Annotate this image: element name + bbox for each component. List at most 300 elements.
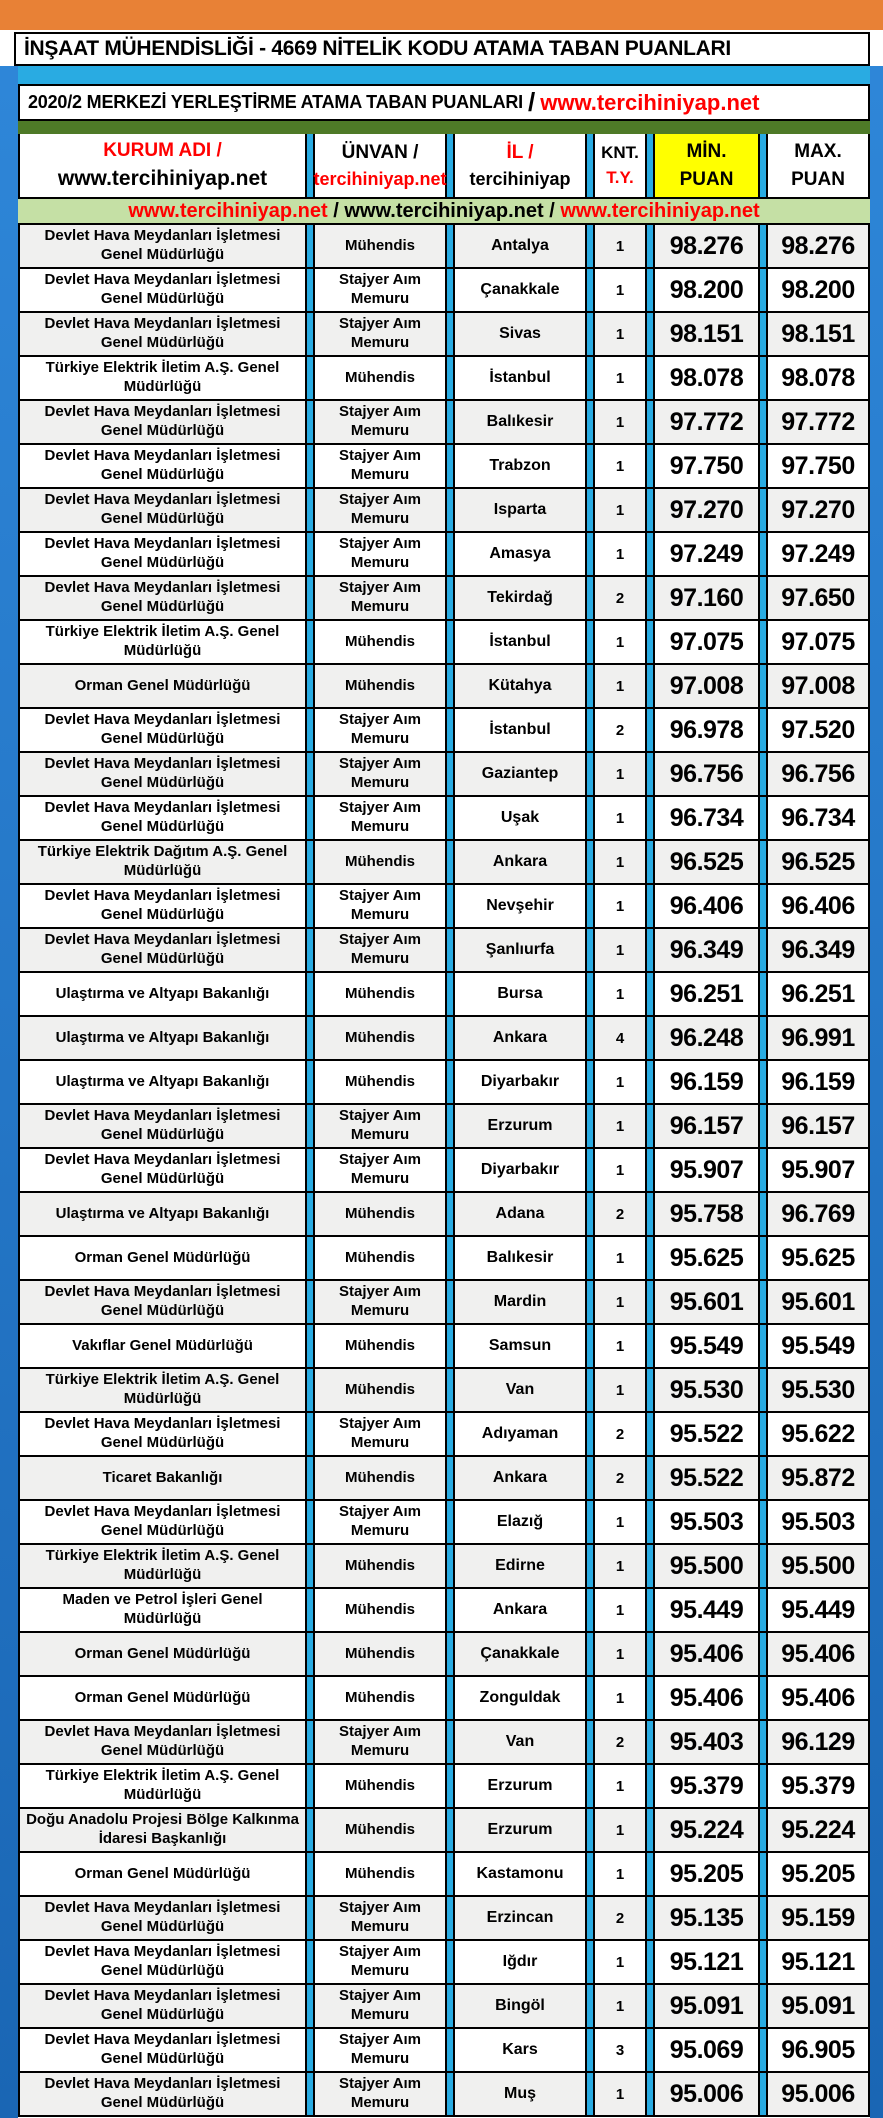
institution-cell: Türkiye Elektrik İletim A.Ş. Genel Müdürlüğü [18,1369,307,1411]
quota-cell: 1 [593,357,647,399]
quota-cell: 1 [593,885,647,927]
min-score-cell: 97.249 [653,533,760,575]
province-cell: Erzincan [453,1897,587,1939]
title-cell: Stajyer Aım Memuru [313,1721,447,1763]
max-score-cell: 96.157 [766,1105,870,1147]
min-score-cell: 95.406 [653,1677,760,1719]
province-cell: Ankara [453,1457,587,1499]
institution-cell: Orman Genel Müdürlüğü [18,1237,307,1279]
institution-cell: Devlet Hava Meydanları İşletmesi Genel Müdürlüğü [18,929,307,971]
min-score-cell: 95.135 [653,1897,760,1939]
province-cell: Balıkesir [453,1237,587,1279]
title-cell: Stajyer Aım Memuru [313,1501,447,1543]
institution-cell: Devlet Hava Meydanları İşletmesi Genel Müdürlüğü [18,797,307,839]
max-score-cell: 95.449 [766,1589,870,1631]
quota-cell: 1 [593,401,647,443]
institution-cell: Devlet Hava Meydanları İşletmesi Genel Müdürlüğü [18,1985,307,2027]
min-score-cell: 95.522 [653,1413,760,1455]
right-blue-bar [870,66,883,2118]
quota-cell: 1 [593,313,647,355]
max-score-cell: 95.622 [766,1413,870,1455]
min-score-cell: 96.978 [653,709,760,751]
quota-cell: 2 [593,709,647,751]
title-band [0,30,883,66]
cyan-divider [18,66,870,84]
table-row [18,1237,870,1281]
province-cell: Iğdır [453,1941,587,1983]
quota-cell: 3 [593,2029,647,2071]
institution-cell: Devlet Hava Meydanları İşletmesi Genel Müdürlüğü [18,1149,307,1191]
province-cell: Samsun [453,1325,587,1367]
min-score-cell: 95.530 [653,1369,760,1411]
table-row [18,841,870,885]
province-cell: Ankara [453,1589,587,1631]
table-row [18,1325,870,1369]
table-row [18,709,870,753]
min-score-cell: 95.069 [653,2029,760,2071]
table-row [18,1677,870,1721]
min-score-cell: 97.160 [653,577,760,619]
province-cell: Şanlıurfa [453,929,587,971]
max-score-cell: 98.276 [766,225,870,267]
institution-cell: Ticaret Bakanlığı [18,1457,307,1499]
min-score-cell: 96.157 [653,1105,760,1147]
max-score-cell: 97.650 [766,577,870,619]
min-score-cell: 96.349 [653,929,760,971]
min-score-cell: 95.091 [653,1985,760,2027]
max-score-cell: 95.379 [766,1765,870,1807]
title-cell: Stajyer Aım Memuru [313,313,447,355]
max-score-cell: 97.270 [766,489,870,531]
province-cell: Muş [453,2073,587,2115]
table-row [18,753,870,797]
quota-cell: 2 [593,1413,647,1455]
province-cell: Nevşehir [453,885,587,927]
title-cell: Stajyer Aım Memuru [313,709,447,751]
table-row [18,1545,870,1589]
province-cell: Van [453,1369,587,1411]
table-row [18,1105,870,1149]
title-cell: Stajyer Aım Memuru [313,885,447,927]
institution-cell: Devlet Hava Meydanları İşletmesi Genel Müdürlüğü [18,1105,307,1147]
title-cell: Stajyer Aım Memuru [313,577,447,619]
institution-cell: Doğu Anadolu Projesi Bölge Kalkınma İdaresi Başkanlığı [18,1809,307,1851]
quota-cell: 4 [593,1017,647,1059]
table-row [18,1017,870,1061]
province-cell: Van [453,1721,587,1763]
province-cell: Adıyaman [453,1413,587,1455]
title-cell: Stajyer Aım Memuru [313,797,447,839]
min-score-cell: 96.251 [653,973,760,1015]
min-score-cell: 95.500 [653,1545,760,1587]
institution-cell: Devlet Hava Meydanları İşletmesi Genel Müdürlüğü [18,225,307,267]
max-score-cell: 95.121 [766,1941,870,1983]
table-row [18,2073,870,2117]
quota-cell: 1 [593,489,647,531]
institution-cell: Vakıflar Genel Müdürlüğü [18,1325,307,1367]
institution-cell: Devlet Hava Meydanları İşletmesi Genel Müdürlüğü [18,709,307,751]
title-cell: Mühendis [313,1589,447,1631]
min-score-cell: 95.449 [653,1589,760,1631]
province-cell: Kütahya [453,665,587,707]
max-score-cell: 95.503 [766,1501,870,1543]
institution-cell: Orman Genel Müdürlüğü [18,1633,307,1675]
table-row [18,1413,870,1457]
province-cell: Zonguldak [453,1677,587,1719]
quota-cell: 1 [593,797,647,839]
header-institution: KURUM ADI / www.tercihiniyap.net [18,134,307,197]
quota-cell: 1 [593,445,647,487]
table-header [18,134,870,199]
institution-cell: Orman Genel Müdürlüğü [18,665,307,707]
subtitle-slash: / [527,87,536,117]
header-quota: KNT. T.Y. [593,134,647,197]
max-score-cell: 97.075 [766,621,870,663]
green-divider [18,121,870,134]
min-score-cell: 95.907 [653,1149,760,1191]
max-score-cell: 96.769 [766,1193,870,1235]
institution-cell: Devlet Hava Meydanları İşletmesi Genel Müdürlüğü [18,489,307,531]
table-row [18,1369,870,1413]
title-cell: Mühendis [313,1545,447,1587]
min-score-cell: 95.601 [653,1281,760,1323]
province-cell: Ankara [453,1017,587,1059]
title-cell: Mühendis [313,1017,447,1059]
institution-cell: Ulaştırma ve Altyapı Bakanlığı [18,1061,307,1103]
min-score-cell: 98.078 [653,357,760,399]
min-score-cell: 95.379 [653,1765,760,1807]
table-content [18,66,870,2118]
header-min-score: MİN. PUAN [653,134,760,197]
min-score-cell: 95.121 [653,1941,760,1983]
max-score-cell: 96.251 [766,973,870,1015]
quota-cell: 1 [593,1369,647,1411]
max-score-cell: 95.205 [766,1853,870,1895]
quota-cell: 1 [593,533,647,575]
province-cell: İstanbul [453,621,587,663]
quota-cell: 2 [593,1457,647,1499]
title-cell: Mühendis [313,1061,447,1103]
quota-cell: 2 [593,1193,647,1235]
title-cell: Mühendis [313,1853,447,1895]
title-cell: Mühendis [313,1237,447,1279]
quota-cell: 1 [593,1501,647,1543]
quota-cell: 1 [593,753,647,795]
quota-cell: 1 [593,269,647,311]
min-score-cell: 95.758 [653,1193,760,1235]
table-row [18,1765,870,1809]
province-cell: Balıkesir [453,401,587,443]
page-title: İNŞAAT MÜHENDİSLİĞİ - 4669 NİTELİK KODU ATAMA TABAN PUANLARI [14,32,870,66]
max-score-cell: 96.349 [766,929,870,971]
quota-cell: 1 [593,1809,647,1851]
min-score-cell: 97.772 [653,401,760,443]
province-cell: Ankara [453,841,587,883]
max-score-cell: 96.756 [766,753,870,795]
quota-cell: 1 [593,1677,647,1719]
province-cell: Bingöl [453,1985,587,2027]
title-cell: Mühendis [313,1193,447,1235]
max-score-cell: 95.406 [766,1633,870,1675]
title-cell: Stajyer Aım Memuru [313,1985,447,2027]
province-cell: Diyarbakır [453,1149,587,1191]
max-score-cell: 98.078 [766,357,870,399]
province-cell: Mardin [453,1281,587,1323]
title-cell: Stajyer Aım Memuru [313,929,447,971]
institution-cell: Devlet Hava Meydanları İşletmesi Genel Müdürlüğü [18,533,307,575]
banner-site-url-1: www.tercihiniyap.net [128,199,328,222]
table-row [18,489,870,533]
table-row [18,1853,870,1897]
institution-cell: Devlet Hava Meydanları İşletmesi Genel Müdürlüğü [18,1721,307,1763]
quota-cell: 1 [593,2073,647,2115]
institution-cell: Devlet Hava Meydanları İşletmesi Genel Müdürlüğü [18,1413,307,1455]
quota-cell: 1 [593,1633,647,1675]
max-score-cell: 95.224 [766,1809,870,1851]
max-score-cell: 95.625 [766,1237,870,1279]
title-cell: Mühendis [313,665,447,707]
table-row [18,797,870,841]
subtitle [18,84,870,121]
title-cell: Mühendis [313,1457,447,1499]
min-score-cell: 96.406 [653,885,760,927]
institution-cell: Devlet Hava Meydanları İşletmesi Genel Müdürlüğü [18,1501,307,1543]
score-table-body [18,225,870,2117]
max-score-cell: 97.772 [766,401,870,443]
province-cell: Trabzon [453,445,587,487]
max-score-cell: 95.406 [766,1677,870,1719]
institution-cell: Devlet Hava Meydanları İşletmesi Genel Müdürlüğü [18,885,307,927]
quota-cell: 1 [593,225,647,267]
table-row [18,1501,870,1545]
province-cell: Edirne [453,1545,587,1587]
province-cell: Tekirdağ [453,577,587,619]
title-cell: Stajyer Aım Memuru [313,1105,447,1147]
max-score-cell: 96.734 [766,797,870,839]
banner-slash-2: / [543,199,561,222]
title-cell: Stajyer Aım Memuru [313,753,447,795]
table-row [18,1589,870,1633]
header-max-score: MAX. PUAN [766,134,870,197]
table-row [18,313,870,357]
min-score-cell: 97.008 [653,665,760,707]
title-cell: Stajyer Aım Memuru [313,1149,447,1191]
quota-cell: 1 [593,1061,647,1103]
province-cell: Elazığ [453,1501,587,1543]
banner-slash-1: / [327,199,345,222]
quota-cell: 1 [593,1105,647,1147]
max-score-cell: 96.525 [766,841,870,883]
table-row [18,1281,870,1325]
top-orange-bar [0,0,883,30]
table-row [18,621,870,665]
institution-cell: Türkiye Elektrik Dağıtım A.Ş. Genel Müdürlüğü [18,841,307,883]
max-score-cell: 97.750 [766,445,870,487]
province-cell: Çanakkale [453,269,587,311]
quota-cell: 1 [593,1853,647,1895]
min-score-cell: 95.625 [653,1237,760,1279]
subtitle-site-url: www.tercihiniyap.net [540,89,760,115]
table-row [18,357,870,401]
quota-cell: 2 [593,1897,647,1939]
title-cell: Mühendis [313,1633,447,1675]
table-row [18,2029,870,2073]
title-cell: Mühendis [313,973,447,1015]
province-cell: İstanbul [453,357,587,399]
max-score-cell: 95.500 [766,1545,870,1587]
max-score-cell: 95.006 [766,2073,870,2115]
title-cell: Stajyer Aım Memuru [313,269,447,311]
title-cell: Mühendis [313,357,447,399]
institution-cell: Devlet Hava Meydanları İşletmesi Genel Müdürlüğü [18,1897,307,1939]
institution-cell: Türkiye Elektrik İletim A.Ş. Genel Müdürlüğü [18,1545,307,1587]
max-score-cell: 96.406 [766,885,870,927]
min-score-cell: 95.205 [653,1853,760,1895]
min-score-cell: 96.525 [653,841,760,883]
province-cell: Amasya [453,533,587,575]
institution-cell: Ulaştırma ve Altyapı Bakanlığı [18,1017,307,1059]
quota-cell: 1 [593,841,647,883]
institution-cell: Ulaştırma ve Altyapı Bakanlığı [18,1193,307,1235]
quota-cell: 1 [593,1545,647,1587]
quota-cell: 1 [593,973,647,1015]
table-row [18,1633,870,1677]
title-cell: Mühendis [313,1809,447,1851]
min-score-cell: 96.248 [653,1017,760,1059]
max-score-cell: 95.549 [766,1325,870,1367]
max-score-cell: 97.520 [766,709,870,751]
institution-cell: Devlet Hava Meydanları İşletmesi Genel Müdürlüğü [18,753,307,795]
province-cell: Antalya [453,225,587,267]
left-blue-bar [0,66,18,2118]
table-row [18,1193,870,1237]
quota-cell: 1 [593,1325,647,1367]
quota-cell: 1 [593,1149,647,1191]
province-cell: Kastamonu [453,1853,587,1895]
table-row [18,1941,870,1985]
title-cell: Mühendis [313,621,447,663]
title-cell: Mühendis [313,1765,447,1807]
min-score-cell: 95.522 [653,1457,760,1499]
institution-cell: Devlet Hava Meydanları İşletmesi Genel Müdürlüğü [18,445,307,487]
title-cell: Stajyer Aım Memuru [313,1941,447,1983]
province-cell: İstanbul [453,709,587,751]
title-cell: Mühendis [313,1325,447,1367]
quota-cell: 1 [593,1589,647,1631]
table-row [18,973,870,1017]
table-row [18,665,870,709]
quota-cell: 1 [593,1281,647,1323]
max-score-cell: 97.008 [766,665,870,707]
title-cell: Mühendis [313,1677,447,1719]
min-score-cell: 98.200 [653,269,760,311]
quota-cell: 2 [593,577,647,619]
max-score-cell: 96.129 [766,1721,870,1763]
province-cell: Isparta [453,489,587,531]
max-score-cell: 95.907 [766,1149,870,1191]
quota-cell: 1 [593,1237,647,1279]
min-score-cell: 96.159 [653,1061,760,1103]
title-cell: Stajyer Aım Memuru [313,489,447,531]
table-row [18,1985,870,2029]
province-cell: Erzurum [453,1809,587,1851]
quota-cell: 2 [593,1721,647,1763]
quota-cell: 1 [593,665,647,707]
title-cell: Stajyer Aım Memuru [313,2029,447,2071]
title-cell: Stajyer Aım Memuru [313,1281,447,1323]
province-cell: Sivas [453,313,587,355]
title-cell: Stajyer Aım Memuru [313,445,447,487]
title-cell: Mühendis [313,1369,447,1411]
institution-cell: Devlet Hava Meydanları İşletmesi Genel Müdürlüğü [18,269,307,311]
province-cell: Adana [453,1193,587,1235]
banner-site-url-3: www.tercihiniyap.net [560,199,760,222]
max-score-cell: 98.151 [766,313,870,355]
title-cell: Stajyer Aım Memuru [313,401,447,443]
banner-site-url-2: www.tercihiniyap.net [344,199,544,222]
table-row [18,885,870,929]
province-cell: Kars [453,2029,587,2071]
title-cell: Mühendis [313,841,447,883]
institution-cell: Orman Genel Müdürlüğü [18,1853,307,1895]
quota-cell: 1 [593,621,647,663]
quota-cell: 1 [593,1985,647,2027]
header-province: İL / tercihiniyap [453,134,587,197]
title-cell: Stajyer Aım Memuru [313,1413,447,1455]
max-score-cell: 98.200 [766,269,870,311]
province-cell: Bursa [453,973,587,1015]
min-score-cell: 95.549 [653,1325,760,1367]
max-score-cell: 96.159 [766,1061,870,1103]
province-cell: Gaziantep [453,753,587,795]
max-score-cell: 95.159 [766,1897,870,1939]
min-score-cell: 98.276 [653,225,760,267]
min-score-cell: 95.403 [653,1721,760,1763]
institution-cell: Türkiye Elektrik İletim A.Ş. Genel Müdürlüğü [18,1765,307,1807]
institution-cell: Türkiye Elektrik İletim A.Ş. Genel Müdürlüğü [18,357,307,399]
table-row [18,1809,870,1853]
institution-cell: Devlet Hava Meydanları İşletmesi Genel Müdürlüğü [18,401,307,443]
min-score-cell: 98.151 [653,313,760,355]
min-score-cell: 95.406 [653,1633,760,1675]
institution-cell: Orman Genel Müdürlüğü [18,1677,307,1719]
max-score-cell: 95.530 [766,1369,870,1411]
institution-cell: Devlet Hava Meydanları İşletmesi Genel Müdürlüğü [18,1941,307,1983]
min-score-cell: 95.224 [653,1809,760,1851]
title-cell: Mühendis [313,225,447,267]
title-cell: Stajyer Aım Memuru [313,2073,447,2115]
table-row [18,577,870,621]
max-score-cell: 95.091 [766,1985,870,2027]
table-row [18,1061,870,1105]
institution-cell: Devlet Hava Meydanları İşletmesi Genel Müdürlüğü [18,577,307,619]
table-row [18,445,870,489]
body-band [0,66,883,2118]
institution-cell: Türkiye Elektrik İletim A.Ş. Genel Müdürlüğü [18,621,307,663]
min-score-cell: 96.734 [653,797,760,839]
institution-cell: Ulaştırma ve Altyapı Bakanlığı [18,973,307,1015]
institution-cell: Maden ve Petrol İşleri Genel Müdürlüğü [18,1589,307,1631]
province-cell: Diyarbakır [453,1061,587,1103]
min-score-cell: 96.756 [653,753,760,795]
institution-cell: Devlet Hava Meydanları İşletmesi Genel Müdürlüğü [18,2029,307,2071]
province-cell: Erzurum [453,1105,587,1147]
min-score-cell: 97.270 [653,489,760,531]
min-score-cell: 95.503 [653,1501,760,1543]
table-row [18,269,870,313]
quota-cell: 1 [593,929,647,971]
title-cell: Stajyer Aım Memuru [313,533,447,575]
